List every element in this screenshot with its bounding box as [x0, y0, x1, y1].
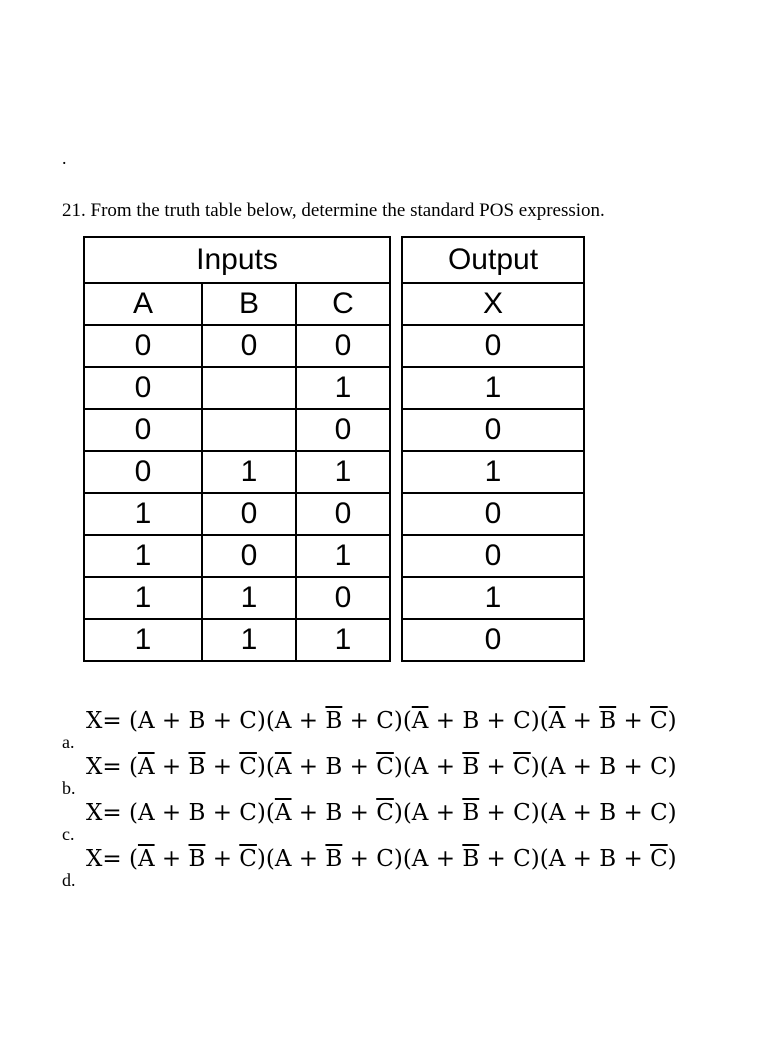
- variable: A: [411, 800, 429, 826]
- table-row: [84, 493, 584, 535]
- column-separator: [390, 283, 402, 325]
- variable: B: [599, 754, 617, 780]
- answer-choice[interactable]: [62, 754, 742, 800]
- variable: A: [548, 846, 566, 872]
- variable: B: [188, 708, 206, 734]
- inputs-header: Inputs: [84, 237, 390, 283]
- cell-c: 0: [296, 577, 390, 619]
- variable: C: [376, 708, 394, 734]
- sum-term: $(\overline{A} + \overline{B} + \overline{C})$: [539, 708, 677, 734]
- complemented-variable: $\overline{C}$: [650, 708, 668, 734]
- cell-b: 1: [202, 577, 296, 619]
- variable: A: [411, 846, 429, 872]
- sum-term: $(\overline{A} + \overline{B} + \overline{C})$: [128, 754, 266, 780]
- complemented-variable: $\overline{B}$: [462, 754, 480, 780]
- column-separator: [390, 409, 402, 451]
- variable: A: [548, 754, 566, 780]
- sum-term: $(\overline{A} + B + \overline{C})$: [265, 754, 403, 780]
- variable: C: [239, 800, 257, 826]
- answer-expression: [86, 846, 677, 872]
- cell-c: 0: [296, 325, 390, 367]
- sum-term: $(A + \overline{B} + C)$: [265, 708, 403, 734]
- cell-c: 0: [296, 409, 390, 451]
- complemented-variable: $\overline{B}$: [325, 846, 343, 872]
- cell-c: 1: [296, 451, 390, 493]
- complemented-variable: $\overline{A}$: [274, 800, 292, 826]
- answer-choices: [62, 708, 742, 892]
- output-header: Output: [402, 237, 584, 283]
- column-separator: [390, 577, 402, 619]
- sum-term: (A + B + C): [539, 800, 677, 826]
- column-separator: [390, 535, 402, 577]
- answer-letter: d.: [62, 870, 76, 890]
- complemented-variable: $\overline{C}$: [376, 754, 394, 780]
- cell-c: 1: [296, 367, 390, 409]
- cell-c: 0: [296, 493, 390, 535]
- variable: C: [650, 754, 668, 780]
- complemented-variable: $\overline{A}$: [137, 846, 155, 872]
- complemented-variable: $\overline{C}$: [239, 846, 257, 872]
- group-header-row: [84, 237, 584, 283]
- column-header-b: B: [202, 283, 296, 325]
- cell-a: 0: [84, 325, 202, 367]
- cell-a: 0: [84, 409, 202, 451]
- stray-dot: .: [62, 148, 67, 168]
- complemented-variable: $\overline{A}$: [411, 708, 429, 734]
- answer-letter: b.: [62, 778, 76, 798]
- cell-x: 1: [402, 451, 584, 493]
- expression-prefix: X=: [86, 800, 129, 826]
- variable: C: [376, 846, 394, 872]
- complemented-variable: $\overline{B}$: [599, 708, 617, 734]
- sum-term: (A + B + C): [128, 708, 266, 734]
- table-row: [84, 367, 584, 409]
- cell-b: [202, 367, 296, 409]
- variable: B: [599, 846, 617, 872]
- sum-term: (A + B + C): [128, 800, 266, 826]
- variable: B: [462, 708, 480, 734]
- table-row: [84, 535, 584, 577]
- expression-prefix: X=: [86, 846, 129, 872]
- cell-b: 0: [202, 493, 296, 535]
- answer-letter: c.: [62, 824, 75, 844]
- complemented-variable: $\overline{B}$: [188, 846, 206, 872]
- variable: C: [513, 708, 531, 734]
- table-row: [84, 409, 584, 451]
- complemented-variable: $\overline{B}$: [462, 800, 480, 826]
- variable: A: [137, 800, 155, 826]
- cell-c: 1: [296, 619, 390, 661]
- complemented-variable: $\overline{C}$: [239, 754, 257, 780]
- sum-term: (A + B + C): [539, 754, 677, 780]
- answer-choice[interactable]: [62, 800, 742, 846]
- cell-c: 1: [296, 535, 390, 577]
- sum-term: $(A + B + \overline{C})$: [539, 846, 677, 872]
- variable: C: [513, 846, 531, 872]
- sum-term: $(A + \overline{B} + C)$: [402, 800, 540, 826]
- cell-x: 0: [402, 619, 584, 661]
- sum-term: $(\overline{A} + B + C)$: [402, 708, 540, 734]
- column-header-a: A: [84, 283, 202, 325]
- variable: B: [599, 800, 617, 826]
- complemented-variable: $\overline{C}$: [513, 754, 531, 780]
- cell-b: 1: [202, 619, 296, 661]
- variable: C: [650, 800, 668, 826]
- truth-table-body: [84, 325, 584, 661]
- column-header-x: X: [402, 283, 584, 325]
- sum-term: $(\overline{A} + \overline{B} + \overline{C})$: [128, 846, 266, 872]
- table-row: [84, 451, 584, 493]
- complemented-variable: $\overline{A}$: [548, 708, 566, 734]
- sum-term: $(A + \overline{B} + C)$: [265, 846, 403, 872]
- complemented-variable: $\overline{B}$: [188, 754, 206, 780]
- cell-a: 1: [84, 535, 202, 577]
- variable: C: [239, 708, 257, 734]
- sum-term: $(A + \overline{B} + \overline{C})$: [402, 754, 540, 780]
- variable: A: [548, 800, 566, 826]
- answer-expression: [86, 800, 677, 826]
- sum-term: $(A + \overline{B} + C)$: [402, 846, 540, 872]
- variable: B: [325, 800, 343, 826]
- column-separator: [390, 451, 402, 493]
- column-separator: [390, 619, 402, 661]
- variable: A: [411, 754, 429, 780]
- cell-x: 0: [402, 535, 584, 577]
- complemented-variable: $\overline{B}$: [325, 708, 343, 734]
- truth-table: [83, 236, 585, 662]
- variable: B: [325, 754, 343, 780]
- answer-expression: [86, 754, 677, 780]
- cell-x: 1: [402, 577, 584, 619]
- cell-a: 1: [84, 577, 202, 619]
- cell-x: 1: [402, 367, 584, 409]
- variable: A: [274, 708, 292, 734]
- cell-x: 0: [402, 493, 584, 535]
- cell-a: 0: [84, 451, 202, 493]
- column-header-c: C: [296, 283, 390, 325]
- cell-x: 0: [402, 325, 584, 367]
- answer-choice[interactable]: [62, 846, 742, 892]
- cell-x: 0: [402, 409, 584, 451]
- complemented-variable: $\overline{C}$: [650, 846, 668, 872]
- cell-b: 0: [202, 535, 296, 577]
- cell-a: 1: [84, 619, 202, 661]
- complemented-variable: $\overline{A}$: [137, 754, 155, 780]
- cell-a: 1: [84, 493, 202, 535]
- sum-term: $(\overline{A} + B + \overline{C})$: [265, 800, 403, 826]
- cell-b: 0: [202, 325, 296, 367]
- question-text: 21. From the truth table below, determine the standard POS expression.: [62, 200, 605, 221]
- column-separator: [390, 367, 402, 409]
- cell-b: [202, 409, 296, 451]
- table-row: [84, 619, 584, 661]
- variable: A: [137, 708, 155, 734]
- expression-prefix: X=: [86, 754, 129, 780]
- complemented-variable: $\overline{B}$: [462, 846, 480, 872]
- column-header-row: [84, 283, 584, 325]
- variable: A: [274, 846, 292, 872]
- variable: B: [188, 800, 206, 826]
- expression-prefix: X=: [86, 708, 129, 734]
- column-separator: [390, 237, 402, 283]
- answer-choice[interactable]: [62, 708, 742, 754]
- answer-expression: [86, 708, 677, 734]
- column-separator: [390, 325, 402, 367]
- cell-a: 0: [84, 367, 202, 409]
- column-separator: [390, 493, 402, 535]
- table-row: [84, 325, 584, 367]
- answer-letter: a.: [62, 732, 75, 752]
- table-row: [84, 577, 584, 619]
- variable: C: [513, 800, 531, 826]
- complemented-variable: $\overline{C}$: [376, 800, 394, 826]
- cell-b: 1: [202, 451, 296, 493]
- complemented-variable: $\overline{A}$: [274, 754, 292, 780]
